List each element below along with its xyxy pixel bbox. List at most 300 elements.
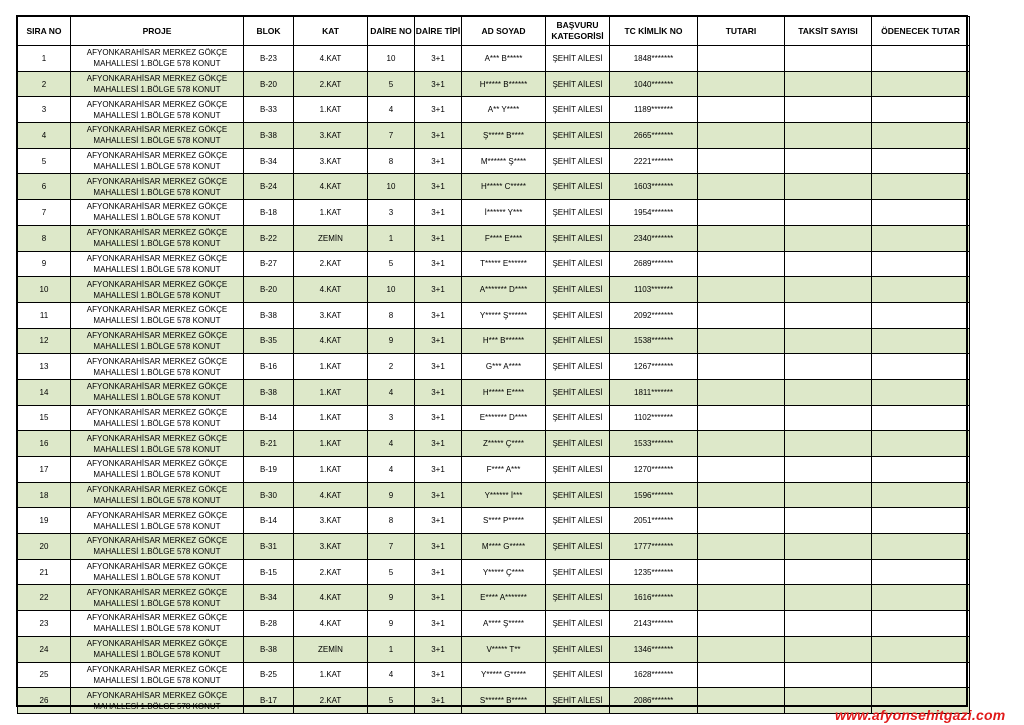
cell-daire-tipi: 3+1 xyxy=(415,559,462,585)
cell-basvuru-kategorisi: ŞEHİT AİLESİ xyxy=(546,508,610,534)
cell-ad-soyad: S****** B***** xyxy=(462,688,546,714)
cell-proje: AFYONKARAHİSAR MERKEZ GÖKÇE MAHALLESİ 1.BÖLGE 578 KONUT xyxy=(71,251,244,277)
table-row xyxy=(18,482,970,508)
table-row xyxy=(18,611,970,637)
cell-daire-no: 5 xyxy=(368,251,415,277)
cell-proje: AFYONKARAHİSAR MERKEZ GÖKÇE MAHALLESİ 1.BÖLGE 578 KONUT xyxy=(71,482,244,508)
cell-sira-no: 1 xyxy=(18,46,71,72)
cell-blok: B-24 xyxy=(244,174,294,200)
cell-taksit-sayisi xyxy=(785,97,872,123)
cell-blok: B-33 xyxy=(244,97,294,123)
cell-odenecek-tutar xyxy=(872,46,970,72)
cell-basvuru-kategorisi: ŞEHİT AİLESİ xyxy=(546,225,610,251)
cell-ad-soyad: F**** A*** xyxy=(462,457,546,483)
cell-kat: 3.KAT xyxy=(294,508,368,534)
cell-blok: B-34 xyxy=(244,585,294,611)
cell-taksit-sayisi xyxy=(785,636,872,662)
cell-tc-kimlik-no: 1102******* xyxy=(610,405,698,431)
cell-tutari xyxy=(698,46,785,72)
cell-tutari xyxy=(698,225,785,251)
cell-tutari xyxy=(698,559,785,585)
cell-sira-no: 17 xyxy=(18,457,71,483)
cell-daire-no: 4 xyxy=(368,379,415,405)
cell-ad-soyad: H*** B****** xyxy=(462,328,546,354)
table-header-row xyxy=(18,17,970,46)
cell-ad-soyad: Ş***** B**** xyxy=(462,123,546,149)
cell-odenecek-tutar xyxy=(872,457,970,483)
cell-sira-no: 26 xyxy=(18,688,71,714)
cell-taksit-sayisi xyxy=(785,457,872,483)
col-header-kat: KAT xyxy=(294,17,368,46)
cell-basvuru-kategorisi: ŞEHİT AİLESİ xyxy=(546,636,610,662)
cell-blok: B-22 xyxy=(244,225,294,251)
cell-sira-no: 9 xyxy=(18,251,71,277)
cell-taksit-sayisi xyxy=(785,662,872,688)
beneficiary-table xyxy=(17,16,970,714)
cell-sira-no: 3 xyxy=(18,97,71,123)
cell-tc-kimlik-no: 1267******* xyxy=(610,354,698,380)
cell-taksit-sayisi xyxy=(785,534,872,560)
cell-proje: AFYONKARAHİSAR MERKEZ GÖKÇE MAHALLESİ 1.BÖLGE 578 KONUT xyxy=(71,354,244,380)
cell-sira-no: 16 xyxy=(18,431,71,457)
cell-basvuru-kategorisi: ŞEHİT AİLESİ xyxy=(546,662,610,688)
cell-daire-tipi: 3+1 xyxy=(415,354,462,380)
cell-kat: 1.KAT xyxy=(294,405,368,431)
table-row xyxy=(18,123,970,149)
cell-tc-kimlik-no: 1533******* xyxy=(610,431,698,457)
col-header-ad-soyad: AD SOYAD xyxy=(462,17,546,46)
cell-taksit-sayisi xyxy=(785,508,872,534)
cell-proje: AFYONKARAHİSAR MERKEZ GÖKÇE MAHALLESİ 1.BÖLGE 578 KONUT xyxy=(71,611,244,637)
cell-daire-tipi: 3+1 xyxy=(415,482,462,508)
col-header-taksit-sayisi: TAKSİT SAYISI xyxy=(785,17,872,46)
cell-sira-no: 14 xyxy=(18,379,71,405)
table-row xyxy=(18,457,970,483)
cell-daire-no: 9 xyxy=(368,328,415,354)
cell-kat: 4.KAT xyxy=(294,328,368,354)
cell-tutari xyxy=(698,636,785,662)
cell-daire-tipi: 3+1 xyxy=(415,508,462,534)
cell-kat: ZEMİN xyxy=(294,225,368,251)
cell-daire-tipi: 3+1 xyxy=(415,405,462,431)
table-row xyxy=(18,508,970,534)
cell-kat: 3.KAT xyxy=(294,123,368,149)
cell-tc-kimlik-no: 1538******* xyxy=(610,328,698,354)
cell-tc-kimlik-no: 1040******* xyxy=(610,71,698,97)
cell-ad-soyad: H***** B****** xyxy=(462,71,546,97)
cell-proje: AFYONKARAHİSAR MERKEZ GÖKÇE MAHALLESİ 1.BÖLGE 578 KONUT xyxy=(71,200,244,226)
cell-basvuru-kategorisi: ŞEHİT AİLESİ xyxy=(546,534,610,560)
cell-daire-no: 3 xyxy=(368,405,415,431)
cell-proje: AFYONKARAHİSAR MERKEZ GÖKÇE MAHALLESİ 1.BÖLGE 578 KONUT xyxy=(71,379,244,405)
cell-proje: AFYONKARAHİSAR MERKEZ GÖKÇE MAHALLESİ 1.BÖLGE 578 KONUT xyxy=(71,46,244,72)
cell-blok: B-25 xyxy=(244,662,294,688)
cell-kat: 2.KAT xyxy=(294,71,368,97)
cell-odenecek-tutar xyxy=(872,611,970,637)
cell-sira-no: 23 xyxy=(18,611,71,637)
cell-daire-no: 5 xyxy=(368,71,415,97)
cell-taksit-sayisi xyxy=(785,200,872,226)
cell-ad-soyad: A**** Ş***** xyxy=(462,611,546,637)
cell-blok: B-21 xyxy=(244,431,294,457)
cell-proje: AFYONKARAHİSAR MERKEZ GÖKÇE MAHALLESİ 1.BÖLGE 578 KONUT xyxy=(71,559,244,585)
cell-kat: 3.KAT xyxy=(294,148,368,174)
cell-tutari xyxy=(698,97,785,123)
cell-taksit-sayisi xyxy=(785,71,872,97)
cell-tc-kimlik-no: 2689******* xyxy=(610,251,698,277)
cell-daire-no: 4 xyxy=(368,662,415,688)
cell-kat: 1.KAT xyxy=(294,457,368,483)
cell-tutari xyxy=(698,328,785,354)
cell-odenecek-tutar xyxy=(872,328,970,354)
cell-tutari xyxy=(698,123,785,149)
cell-sira-no: 21 xyxy=(18,559,71,585)
cell-ad-soyad: F**** E**** xyxy=(462,225,546,251)
col-header-tutari: TUTARI xyxy=(698,17,785,46)
cell-taksit-sayisi xyxy=(785,328,872,354)
table-row xyxy=(18,662,970,688)
cell-odenecek-tutar xyxy=(872,174,970,200)
cell-daire-tipi: 3+1 xyxy=(415,688,462,714)
cell-sira-no: 13 xyxy=(18,354,71,380)
cell-proje: AFYONKARAHİSAR MERKEZ GÖKÇE MAHALLESİ 1.BÖLGE 578 KONUT xyxy=(71,328,244,354)
cell-ad-soyad: H***** E**** xyxy=(462,379,546,405)
cell-odenecek-tutar xyxy=(872,225,970,251)
cell-tc-kimlik-no: 2092******* xyxy=(610,302,698,328)
table-row xyxy=(18,71,970,97)
cell-tutari xyxy=(698,534,785,560)
cell-kat: ZEMİN xyxy=(294,636,368,662)
cell-daire-tipi: 3+1 xyxy=(415,302,462,328)
cell-odenecek-tutar xyxy=(872,200,970,226)
col-header-basvuru-kategorisi: BAŞVURU KATEGORİSİ xyxy=(546,17,610,46)
table-row xyxy=(18,97,970,123)
cell-sira-no: 5 xyxy=(18,148,71,174)
cell-ad-soyad: Z***** Ç**** xyxy=(462,431,546,457)
cell-basvuru-kategorisi: ŞEHİT AİLESİ xyxy=(546,174,610,200)
cell-daire-no: 7 xyxy=(368,534,415,560)
cell-blok: B-35 xyxy=(244,328,294,354)
cell-kat: 2.KAT xyxy=(294,688,368,714)
cell-taksit-sayisi xyxy=(785,431,872,457)
cell-blok: B-19 xyxy=(244,457,294,483)
cell-sira-no: 10 xyxy=(18,277,71,303)
cell-daire-tipi: 3+1 xyxy=(415,71,462,97)
cell-taksit-sayisi xyxy=(785,354,872,380)
cell-sira-no: 25 xyxy=(18,662,71,688)
cell-blok: B-15 xyxy=(244,559,294,585)
cell-taksit-sayisi xyxy=(785,148,872,174)
cell-tc-kimlik-no: 1235******* xyxy=(610,559,698,585)
cell-daire-tipi: 3+1 xyxy=(415,328,462,354)
cell-odenecek-tutar xyxy=(872,97,970,123)
cell-tutari xyxy=(698,148,785,174)
cell-proje: AFYONKARAHİSAR MERKEZ GÖKÇE MAHALLESİ 1.BÖLGE 578 KONUT xyxy=(71,431,244,457)
cell-daire-tipi: 3+1 xyxy=(415,123,462,149)
table-row xyxy=(18,534,970,560)
cell-blok: B-38 xyxy=(244,636,294,662)
cell-odenecek-tutar xyxy=(872,379,970,405)
cell-taksit-sayisi xyxy=(785,379,872,405)
cell-basvuru-kategorisi: ŞEHİT AİLESİ xyxy=(546,431,610,457)
cell-taksit-sayisi xyxy=(785,559,872,585)
cell-proje: AFYONKARAHİSAR MERKEZ GÖKÇE MAHALLESİ 1.BÖLGE 578 KONUT xyxy=(71,508,244,534)
cell-ad-soyad: Y***** Ş****** xyxy=(462,302,546,328)
cell-ad-soyad: M****** Ş**** xyxy=(462,148,546,174)
cell-daire-tipi: 3+1 xyxy=(415,46,462,72)
cell-tutari xyxy=(698,585,785,611)
cell-sira-no: 19 xyxy=(18,508,71,534)
cell-daire-no: 3 xyxy=(368,200,415,226)
cell-basvuru-kategorisi: ŞEHİT AİLESİ xyxy=(546,405,610,431)
cell-kat: 1.KAT xyxy=(294,97,368,123)
cell-daire-no: 5 xyxy=(368,688,415,714)
table-row xyxy=(18,431,970,457)
col-header-odenecek-tutar: ÖDENECEK TUTAR xyxy=(872,17,970,46)
cell-odenecek-tutar xyxy=(872,662,970,688)
cell-daire-no: 2 xyxy=(368,354,415,380)
cell-daire-no: 10 xyxy=(368,277,415,303)
cell-tc-kimlik-no: 2221******* xyxy=(610,148,698,174)
cell-basvuru-kategorisi: ŞEHİT AİLESİ xyxy=(546,200,610,226)
cell-daire-no: 9 xyxy=(368,611,415,637)
table-row xyxy=(18,354,970,380)
cell-tutari xyxy=(698,482,785,508)
cell-daire-tipi: 3+1 xyxy=(415,534,462,560)
cell-odenecek-tutar xyxy=(872,508,970,534)
cell-proje: AFYONKARAHİSAR MERKEZ GÖKÇE MAHALLESİ 1.BÖLGE 578 KONUT xyxy=(71,148,244,174)
cell-blok: B-27 xyxy=(244,251,294,277)
cell-tc-kimlik-no: 1848******* xyxy=(610,46,698,72)
cell-basvuru-kategorisi: ŞEHİT AİLESİ xyxy=(546,328,610,354)
cell-daire-no: 4 xyxy=(368,457,415,483)
cell-proje: AFYONKARAHİSAR MERKEZ GÖKÇE MAHALLESİ 1.BÖLGE 578 KONUT xyxy=(71,71,244,97)
cell-daire-no: 4 xyxy=(368,431,415,457)
cell-ad-soyad: S**** P***** xyxy=(462,508,546,534)
cell-tc-kimlik-no: 2086******* xyxy=(610,688,698,714)
cell-sira-no: 15 xyxy=(18,405,71,431)
table-row xyxy=(18,174,970,200)
table-row xyxy=(18,585,970,611)
cell-tc-kimlik-no: 1777******* xyxy=(610,534,698,560)
cell-odenecek-tutar xyxy=(872,123,970,149)
cell-ad-soyad: T***** E****** xyxy=(462,251,546,277)
cell-ad-soyad: V***** T** xyxy=(462,636,546,662)
cell-basvuru-kategorisi: ŞEHİT AİLESİ xyxy=(546,71,610,97)
cell-ad-soyad: Y***** Ç**** xyxy=(462,559,546,585)
cell-blok: B-38 xyxy=(244,379,294,405)
cell-kat: 2.KAT xyxy=(294,559,368,585)
cell-taksit-sayisi xyxy=(785,174,872,200)
cell-proje: AFYONKARAHİSAR MERKEZ GÖKÇE MAHALLESİ 1.BÖLGE 578 KONUT xyxy=(71,302,244,328)
cell-taksit-sayisi xyxy=(785,482,872,508)
cell-daire-tipi: 3+1 xyxy=(415,585,462,611)
cell-daire-tipi: 3+1 xyxy=(415,174,462,200)
cell-proje: AFYONKARAHİSAR MERKEZ GÖKÇE MAHALLESİ 1.BÖLGE 578 KONUT xyxy=(71,534,244,560)
table-row xyxy=(18,302,970,328)
cell-ad-soyad: A******* D**** xyxy=(462,277,546,303)
cell-daire-tipi: 3+1 xyxy=(415,611,462,637)
cell-blok: B-30 xyxy=(244,482,294,508)
cell-sira-no: 2 xyxy=(18,71,71,97)
cell-kat: 1.KAT xyxy=(294,379,368,405)
cell-blok: B-18 xyxy=(244,200,294,226)
cell-kat: 1.KAT xyxy=(294,431,368,457)
table-row xyxy=(18,636,970,662)
cell-tc-kimlik-no: 1811******* xyxy=(610,379,698,405)
cell-blok: B-28 xyxy=(244,611,294,637)
cell-basvuru-kategorisi: ŞEHİT AİLESİ xyxy=(546,611,610,637)
cell-daire-no: 1 xyxy=(368,225,415,251)
cell-basvuru-kategorisi: ŞEHİT AİLESİ xyxy=(546,46,610,72)
table-row xyxy=(18,379,970,405)
cell-ad-soyad: A** Y**** xyxy=(462,97,546,123)
col-header-tc-kimlik-no: TC KİMLİK NO xyxy=(610,17,698,46)
cell-sira-no: 7 xyxy=(18,200,71,226)
cell-tutari xyxy=(698,71,785,97)
cell-basvuru-kategorisi: ŞEHİT AİLESİ xyxy=(546,482,610,508)
cell-sira-no: 11 xyxy=(18,302,71,328)
cell-proje: AFYONKARAHİSAR MERKEZ GÖKÇE MAHALLESİ 1.BÖLGE 578 KONUT xyxy=(71,277,244,303)
table-row xyxy=(18,200,970,226)
cell-tc-kimlik-no: 1954******* xyxy=(610,200,698,226)
col-header-proje: PROJE xyxy=(71,17,244,46)
cell-tc-kimlik-no: 1346******* xyxy=(610,636,698,662)
cell-daire-no: 1 xyxy=(368,636,415,662)
cell-daire-no: 9 xyxy=(368,482,415,508)
cell-tutari xyxy=(698,508,785,534)
cell-tc-kimlik-no: 1189******* xyxy=(610,97,698,123)
cell-kat: 3.KAT xyxy=(294,302,368,328)
cell-daire-no: 5 xyxy=(368,559,415,585)
cell-ad-soyad: Y****** İ*** xyxy=(462,482,546,508)
cell-kat: 1.KAT xyxy=(294,200,368,226)
cell-sira-no: 18 xyxy=(18,482,71,508)
table-row xyxy=(18,559,970,585)
cell-tc-kimlik-no: 1616******* xyxy=(610,585,698,611)
cell-odenecek-tutar xyxy=(872,354,970,380)
cell-basvuru-kategorisi: ŞEHİT AİLESİ xyxy=(546,585,610,611)
cell-kat: 4.KAT xyxy=(294,277,368,303)
cell-tutari xyxy=(698,251,785,277)
cell-kat: 4.KAT xyxy=(294,174,368,200)
cell-basvuru-kategorisi: ŞEHİT AİLESİ xyxy=(546,559,610,585)
cell-daire-tipi: 3+1 xyxy=(415,200,462,226)
cell-ad-soyad: H***** C***** xyxy=(462,174,546,200)
cell-tc-kimlik-no: 1103******* xyxy=(610,277,698,303)
cell-sira-no: 12 xyxy=(18,328,71,354)
cell-kat: 2.KAT xyxy=(294,251,368,277)
cell-odenecek-tutar xyxy=(872,71,970,97)
cell-basvuru-kategorisi: ŞEHİT AİLESİ xyxy=(546,148,610,174)
table-row xyxy=(18,277,970,303)
cell-odenecek-tutar xyxy=(872,482,970,508)
cell-basvuru-kategorisi: ŞEHİT AİLESİ xyxy=(546,379,610,405)
cell-sira-no: 8 xyxy=(18,225,71,251)
cell-tutari xyxy=(698,457,785,483)
cell-taksit-sayisi xyxy=(785,251,872,277)
cell-odenecek-tutar xyxy=(872,534,970,560)
cell-odenecek-tutar xyxy=(872,148,970,174)
cell-tc-kimlik-no: 1596******* xyxy=(610,482,698,508)
table-row xyxy=(18,405,970,431)
cell-blok: B-16 xyxy=(244,354,294,380)
cell-blok: B-14 xyxy=(244,405,294,431)
cell-tutari xyxy=(698,200,785,226)
cell-daire-tipi: 3+1 xyxy=(415,636,462,662)
cell-odenecek-tutar xyxy=(872,431,970,457)
cell-kat: 4.KAT xyxy=(294,611,368,637)
cell-kat: 4.KAT xyxy=(294,585,368,611)
cell-tutari xyxy=(698,611,785,637)
cell-daire-no: 10 xyxy=(368,46,415,72)
cell-tc-kimlik-no: 2051******* xyxy=(610,508,698,534)
cell-blok: B-38 xyxy=(244,302,294,328)
col-header-sira-no: SIRA NO xyxy=(18,17,71,46)
cell-tc-kimlik-no: 2665******* xyxy=(610,123,698,149)
cell-tc-kimlik-no: 2340******* xyxy=(610,225,698,251)
cell-sira-no: 24 xyxy=(18,636,71,662)
cell-sira-no: 22 xyxy=(18,585,71,611)
cell-tutari xyxy=(698,277,785,303)
cell-daire-no: 7 xyxy=(368,123,415,149)
cell-sira-no: 6 xyxy=(18,174,71,200)
cell-tutari xyxy=(698,354,785,380)
cell-ad-soyad: E******* D**** xyxy=(462,405,546,431)
cell-daire-no: 9 xyxy=(368,585,415,611)
cell-basvuru-kategorisi: ŞEHİT AİLESİ xyxy=(546,688,610,714)
cell-tc-kimlik-no: 1270******* xyxy=(610,457,698,483)
cell-sira-no: 20 xyxy=(18,534,71,560)
cell-tutari xyxy=(698,174,785,200)
table-row xyxy=(18,328,970,354)
cell-ad-soyad: A*** B***** xyxy=(462,46,546,72)
cell-daire-tipi: 3+1 xyxy=(415,148,462,174)
cell-sira-no: 4 xyxy=(18,123,71,149)
cell-odenecek-tutar xyxy=(872,559,970,585)
table-row xyxy=(18,46,970,72)
cell-tutari xyxy=(698,662,785,688)
cell-daire-no: 4 xyxy=(368,97,415,123)
cell-tc-kimlik-no: 2143******* xyxy=(610,611,698,637)
col-header-daire-tipi: DAİRE TİPİ xyxy=(415,17,462,46)
cell-daire-tipi: 3+1 xyxy=(415,251,462,277)
cell-taksit-sayisi xyxy=(785,46,872,72)
cell-tutari xyxy=(698,302,785,328)
cell-kat: 1.KAT xyxy=(294,354,368,380)
cell-odenecek-tutar xyxy=(872,636,970,662)
cell-daire-tipi: 3+1 xyxy=(415,662,462,688)
cell-tutari xyxy=(698,405,785,431)
cell-basvuru-kategorisi: ŞEHİT AİLESİ xyxy=(546,277,610,303)
cell-ad-soyad: Y***** G***** xyxy=(462,662,546,688)
cell-basvuru-kategorisi: ŞEHİT AİLESİ xyxy=(546,251,610,277)
cell-proje: AFYONKARAHİSAR MERKEZ GÖKÇE MAHALLESİ 1.BÖLGE 578 KONUT xyxy=(71,97,244,123)
site-watermark: www.afyonsehitgazi.com xyxy=(835,707,1006,723)
cell-kat: 4.KAT xyxy=(294,482,368,508)
cell-tc-kimlik-no: 1603******* xyxy=(610,174,698,200)
table-row xyxy=(18,225,970,251)
table-row xyxy=(18,148,970,174)
cell-odenecek-tutar xyxy=(872,302,970,328)
cell-kat: 1.KAT xyxy=(294,662,368,688)
cell-daire-no: 8 xyxy=(368,302,415,328)
cell-odenecek-tutar xyxy=(872,277,970,303)
cell-ad-soyad: M**** G***** xyxy=(462,534,546,560)
cell-proje: AFYONKARAHİSAR MERKEZ GÖKÇE MAHALLESİ 1.BÖLGE 578 KONUT xyxy=(71,636,244,662)
cell-blok: B-20 xyxy=(244,71,294,97)
cell-taksit-sayisi xyxy=(785,585,872,611)
